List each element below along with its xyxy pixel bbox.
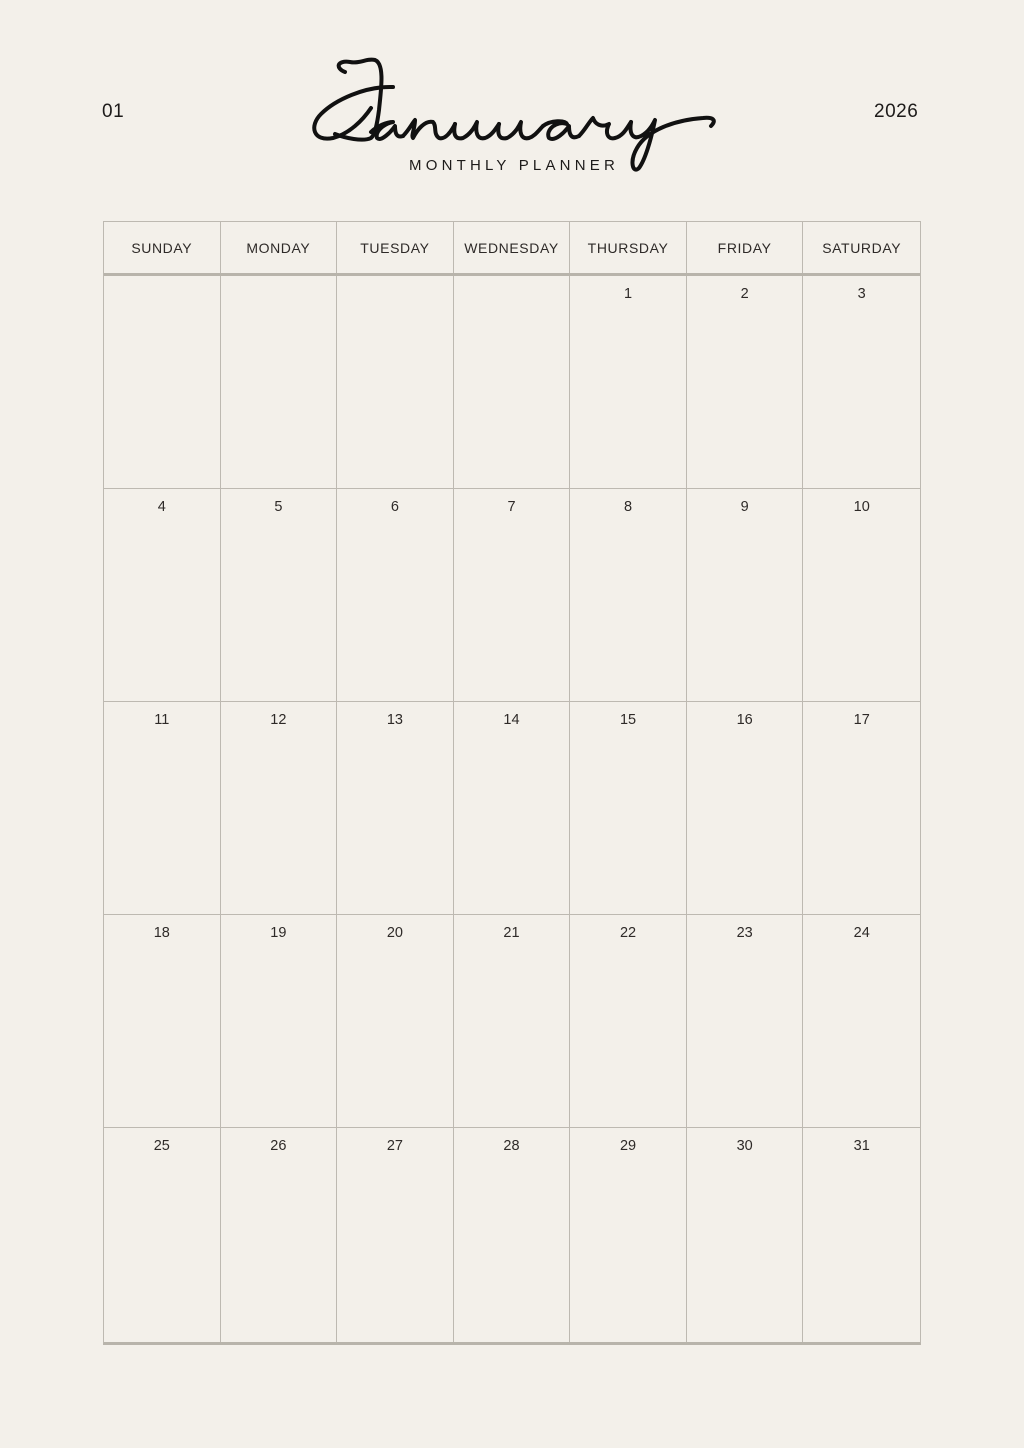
day-cell[interactable] [803,489,920,702]
day-cell[interactable] [454,276,571,489]
day-cell[interactable] [687,489,804,702]
day-cell[interactable] [104,915,221,1128]
day-cell[interactable] [337,702,454,915]
day-number: 15 [619,712,637,729]
calendar-grid [103,221,921,1345]
day-cell[interactable] [570,276,687,489]
day-cell[interactable] [454,702,571,915]
day-number: 18 [153,925,170,942]
day-cell[interactable] [337,915,454,1128]
day-cell[interactable] [803,915,920,1128]
day-number: 4 [157,499,166,516]
day-number: 2 [740,286,749,302]
day-number: 16 [736,712,753,729]
day-number: 7 [507,499,516,516]
day-cell[interactable] [104,489,221,702]
day-number: 26 [270,1138,287,1155]
weekday-monday: MONDAY [221,222,338,273]
day-number: 13 [386,712,403,729]
day-cell[interactable] [570,702,687,915]
day-cell[interactable] [337,1128,454,1341]
day-cell[interactable] [803,702,920,915]
day-number: 19 [270,925,287,942]
day-cell[interactable] [687,702,804,915]
day-cell[interactable] [221,1128,338,1341]
day-cell[interactable] [104,1128,221,1341]
day-number: 29 [619,1138,637,1155]
subtitle: MONTHLY PLANNER [409,157,619,174]
day-number: 10 [853,499,870,516]
day-cell[interactable] [454,489,571,702]
weekday-saturday: SATURDAY [822,240,902,256]
day-cell[interactable] [687,276,804,489]
day-number: 21 [503,925,520,942]
day-number: 8 [624,499,633,516]
day-cell[interactable] [104,702,221,915]
day-number: 1 [624,286,633,302]
day-cell[interactable] [221,489,338,702]
month-number: 01 [102,101,125,122]
day-number: 30 [736,1138,753,1155]
weekday-thursday: THURSDAY [570,222,687,273]
day-number: 14 [503,712,520,729]
weekday-header-row [104,222,920,276]
day-number: 9 [740,499,749,516]
day-cell[interactable] [803,276,920,489]
day-cell[interactable] [221,915,338,1128]
weekday-friday: FRIDAY [687,222,804,273]
weekday-tuesday: TUESDAY [337,222,454,273]
day-number: 22 [619,925,637,942]
day-number: 28 [503,1138,520,1155]
day-number: 12 [270,712,287,729]
day-cell[interactable] [803,1128,920,1341]
weekday-wednesday: WEDNESDAY [454,222,571,273]
day-number: 27 [386,1138,403,1155]
weekday-sunday: SUNDAY [104,222,221,273]
day-cell[interactable] [570,915,687,1128]
day-cell[interactable] [454,915,571,1128]
day-cell[interactable] [104,276,221,489]
day-number: 3 [857,286,866,302]
day-cell[interactable] [337,489,454,702]
calendar-body [104,276,920,1342]
day-number: 24 [853,925,870,942]
day-number: 23 [736,925,753,942]
day-number: 31 [853,1138,870,1155]
day-number: 25 [153,1138,170,1155]
day-cell[interactable] [687,915,804,1128]
day-number: 17 [853,712,870,729]
day-cell[interactable] [570,489,687,702]
day-cell[interactable] [687,1128,804,1341]
day-number: 6 [390,499,399,516]
day-cell[interactable] [221,702,338,915]
day-cell[interactable] [221,276,338,489]
year: 2026 [874,101,919,122]
day-number: 5 [274,499,283,516]
day-cell[interactable] [337,276,454,489]
day-cell[interactable] [454,1128,571,1341]
day-number: 11 [154,712,170,729]
day-cell[interactable] [570,1128,687,1341]
day-number: 20 [386,925,403,942]
